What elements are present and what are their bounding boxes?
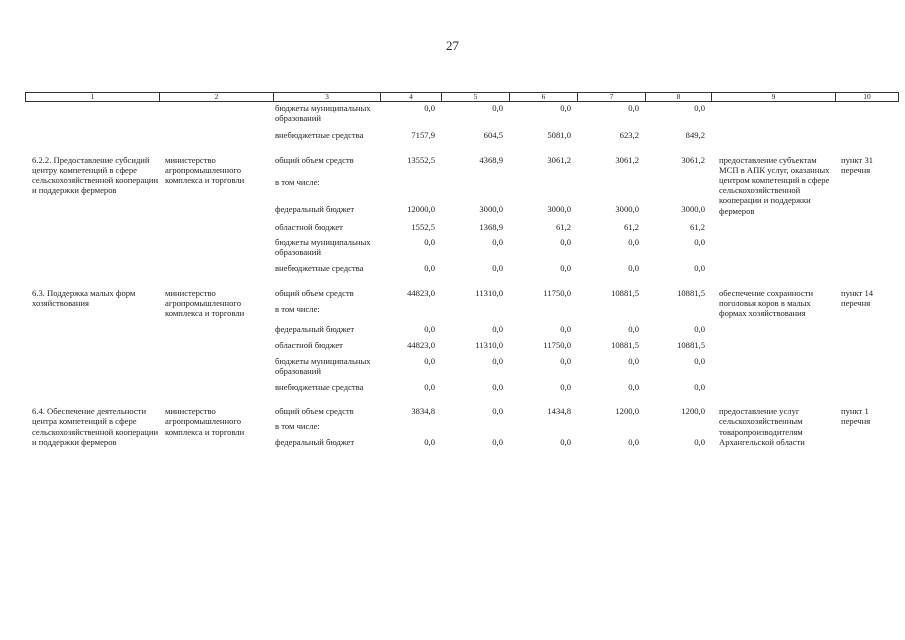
value-cell: 3834,8 <box>411 406 435 417</box>
value-cell: 10881,5 <box>611 287 639 298</box>
including-label: в том числе: <box>275 304 320 315</box>
value-cell: 0,0 <box>694 355 705 366</box>
activity-name: 6.4. Обеспечение деятельности центра компетенций в сфере сельскохозяйственной кооперации и поддержки фермеров <box>32 406 159 447</box>
table-row <box>25 216 898 232</box>
value-cell: 0,0 <box>492 406 503 417</box>
funding-source-label: внебюджетные средства <box>275 263 364 274</box>
value-cell: 3000,0 <box>479 204 503 215</box>
executor: министерство агропромышленного комплекса и торговли <box>165 406 245 437</box>
value-cell: 0,0 <box>628 382 639 393</box>
value-cell: 0,0 <box>424 324 435 335</box>
table-row <box>25 318 898 334</box>
value-cell: 1434,8 <box>547 406 571 417</box>
value-cell: 3061,2 <box>615 154 639 165</box>
funding-source-label: внебюджетные средства <box>275 382 364 393</box>
value-cell: 0,0 <box>560 382 571 393</box>
funding-source-label: бюджеты муниципальных образований <box>275 355 371 376</box>
funding-source-label: федеральный бюджет <box>275 204 355 215</box>
value-cell: 0,0 <box>694 436 705 447</box>
page-number: 27 <box>446 38 459 53</box>
funding-source-label: федеральный бюджет <box>275 436 355 447</box>
value-cell: 3061,2 <box>547 154 571 165</box>
header-cell: 1 <box>26 93 160 102</box>
value-cell: 1552,5 <box>411 221 435 232</box>
value-cell: 0,0 <box>560 355 571 366</box>
value-cell: 3000,0 <box>681 204 705 215</box>
value-cell: 0,0 <box>560 436 571 447</box>
value-cell: 849,2 <box>685 130 705 141</box>
value-cell: 0,0 <box>492 263 503 274</box>
expected-result: обеспечение сохранности поголовья коров в малых формах хозяйствования <box>719 287 814 319</box>
header-cell: 9 <box>712 93 836 102</box>
table-row <box>25 351 898 376</box>
value-cell: 0,0 <box>560 324 571 335</box>
value-cell: 11310,0 <box>475 287 503 298</box>
value-cell: 0,0 <box>628 436 639 447</box>
value-cell: 0,0 <box>424 237 435 248</box>
activity-name: 6.2.2. Предоставление субсидий центру компетенций в сфере сельскохозяйственной кооперации и поддержки фермеров <box>32 154 159 196</box>
value-cell: 3061,2 <box>681 154 705 165</box>
header-cell: 5 <box>442 93 510 102</box>
value-cell: 0,0 <box>628 324 639 335</box>
header-cell: 2 <box>160 93 274 102</box>
table-row <box>25 257 898 273</box>
activity-name: 6.3. Поддержка малых форм хозяйствования <box>32 287 136 308</box>
header-cell: 7 <box>578 93 646 102</box>
funding-source-label: бюджеты муниципальных образований <box>275 103 371 124</box>
value-cell: 0,0 <box>694 237 705 248</box>
value-cell: 0,0 <box>560 263 571 274</box>
header-cell: 6 <box>510 93 578 102</box>
value-cell: 0,0 <box>628 103 639 113</box>
list-reference: пункт 1 перечня <box>841 406 871 427</box>
table-row <box>25 334 898 350</box>
value-cell: 61,2 <box>689 221 705 232</box>
including-label: в том числе: <box>275 420 320 431</box>
funding-source-label: федеральный бюджет <box>275 324 355 335</box>
value-cell: 10881,5 <box>611 340 639 351</box>
table-row <box>25 103 898 123</box>
value-cell: 0,0 <box>560 103 571 113</box>
executor: министерство агропромышленного комплекса и торговли <box>165 287 245 319</box>
value-cell: 0,0 <box>628 355 639 366</box>
value-cell: 11750,0 <box>543 340 571 351</box>
value-cell: 13552,5 <box>407 154 435 165</box>
funding-source-label: областной бюджет <box>275 340 343 351</box>
value-cell: 0,0 <box>694 382 705 393</box>
list-reference: пункт 14 перечня <box>841 287 874 308</box>
funding-source-label: общий объем средств <box>275 406 354 417</box>
value-cell: 12000,0 <box>407 204 435 215</box>
value-cell: 0,0 <box>560 237 571 248</box>
value-cell: 10881,5 <box>677 287 705 298</box>
value-cell: 0,0 <box>424 263 435 274</box>
table-row <box>25 376 898 392</box>
value-cell: 0,0 <box>694 324 705 335</box>
value-cell: 61,2 <box>555 221 571 232</box>
value-cell: 0,0 <box>492 382 503 393</box>
value-cell: 604,5 <box>483 130 503 141</box>
value-cell: 0,0 <box>424 355 435 366</box>
value-cell: 0,0 <box>694 263 705 274</box>
value-cell: 0,0 <box>492 355 503 366</box>
expected-result: предоставление субъектам МСП в АПК услуг, оказанных центром компетенций в сфере сельскохозяйственной кооперации и поддержки фермеров <box>719 154 830 216</box>
header-cell: 4 <box>381 93 442 102</box>
value-cell: 5081,0 <box>547 130 571 141</box>
header-cell: 8 <box>646 93 712 102</box>
value-cell: 4368,9 <box>479 154 503 165</box>
value-cell: 0,0 <box>628 237 639 248</box>
list-reference: пункт 31 перечня <box>841 154 874 175</box>
funding-source-label: общий объем средств <box>275 287 354 298</box>
value-cell: 11310,0 <box>475 340 503 351</box>
value-cell: 0,0 <box>424 382 435 393</box>
value-cell: 1200,0 <box>615 406 639 417</box>
table-row <box>25 232 898 257</box>
value-cell: 1368,9 <box>479 221 503 232</box>
funding-table <box>25 103 898 447</box>
value-cell: 0,0 <box>424 436 435 447</box>
header-cell: 10 <box>836 93 899 102</box>
value-cell: 44823,0 <box>407 340 435 351</box>
value-cell: 0,0 <box>492 324 503 335</box>
value-cell: 7157,9 <box>411 130 435 141</box>
table-row <box>25 288 898 301</box>
funding-source-label: общий объем средств <box>275 154 354 165</box>
executor: министерство агропромышленного комплекса и торговли <box>165 154 245 186</box>
value-cell: 0,0 <box>628 263 639 274</box>
value-cell: 61,2 <box>623 221 639 232</box>
value-cell: 3000,0 <box>547 204 571 215</box>
including-label: в том числе: <box>275 176 320 187</box>
value-cell: 0,0 <box>424 103 435 113</box>
header-cell: 3 <box>274 93 381 102</box>
value-cell: 0,0 <box>492 103 503 113</box>
value-cell: 10881,5 <box>677 340 705 351</box>
value-cell: 0,0 <box>492 436 503 447</box>
table-row <box>25 130 898 140</box>
value-cell: 3000,0 <box>615 204 639 215</box>
value-cell: 11750,0 <box>543 287 571 298</box>
value-cell: 623,2 <box>619 130 639 141</box>
funding-source-label: областной бюджет <box>275 221 343 232</box>
value-cell: 0,0 <box>694 103 705 113</box>
expected-result: предоставление услуг сельскохозяйственным товаропроизводителям Архангельской области <box>719 406 805 447</box>
table-row <box>25 406 898 416</box>
value-cell: 44823,0 <box>407 287 435 298</box>
table-row <box>25 155 898 173</box>
funding-source-label: бюджеты муниципальных образований <box>275 237 371 258</box>
value-cell: 1200,0 <box>681 406 705 417</box>
value-cell: 0,0 <box>492 237 503 248</box>
column-number-header <box>25 92 899 102</box>
funding-source-label: внебюджетные средства <box>275 130 364 141</box>
